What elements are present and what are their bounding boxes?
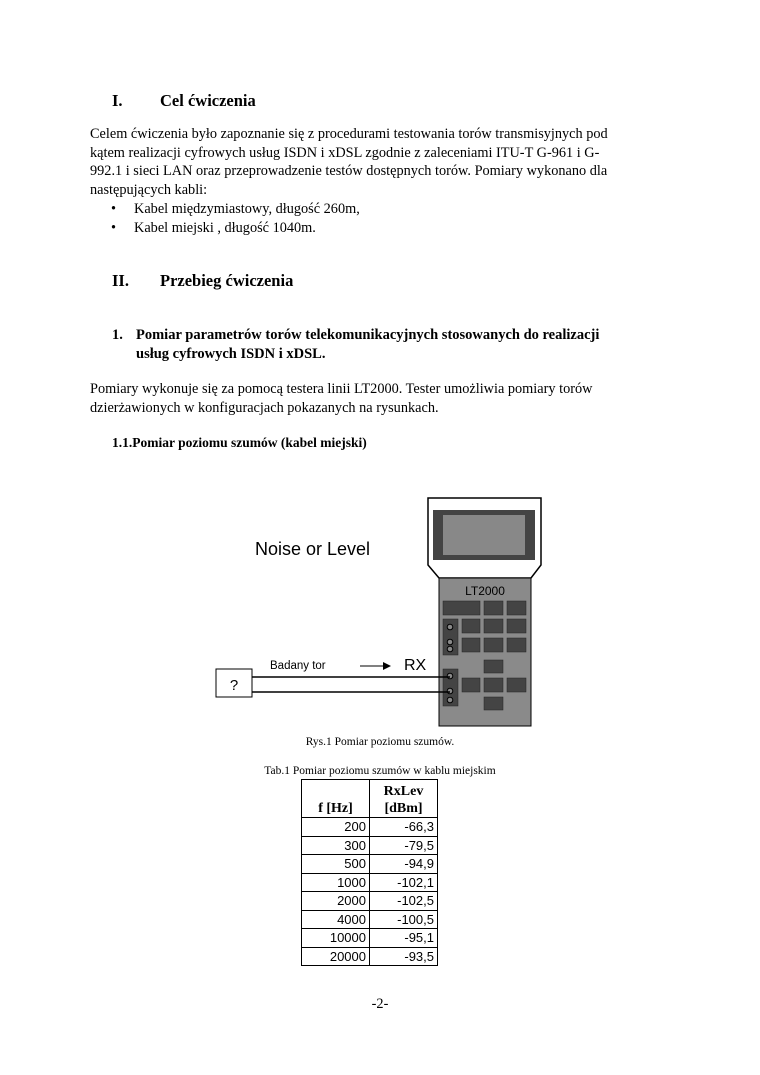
rxlev-cell: -100,5	[370, 910, 438, 929]
subsection-number: 1.	[112, 327, 123, 343]
text-line: kątem realizacji cyfrowych usług ISDN i xDSL zgodnie z zaleceniami ITU-T G-961 i G-	[90, 144, 600, 161]
header-text: RxLev	[383, 784, 424, 799]
text-line: Pomiary wykonuje się za pomocą testera linii LT2000. Tester umożliwia pomiary torów	[90, 381, 593, 397]
frequency-cell: 500	[302, 855, 370, 874]
text-line: Pomiar parametrów torów telekomunikacyjnych stosowanych do realizacji	[136, 327, 600, 343]
rxlev-cell: -102,1	[370, 873, 438, 892]
subsection-title: 1.1.Pomiar poziomu szumów (kabel miejski)	[112, 435, 367, 450]
unknown-label: ?	[229, 677, 239, 694]
frequency-cell: 4000	[302, 910, 370, 929]
text-line: następujących kabli:	[90, 182, 208, 199]
text-line: Celem ćwiczenia było zapoznanie się z procedurami testowania torów transmisyjnych pod	[90, 126, 608, 142]
header-unit: [dBm]	[384, 801, 423, 816]
table-header-row	[302, 780, 438, 818]
bullet-text: Kabel międzymiastowy, długość 260m,	[134, 200, 360, 217]
page-number: -2-	[371, 996, 389, 1012]
rxlev-cell: -93,5	[370, 947, 438, 966]
frequency-cell: 1000	[302, 873, 370, 892]
text-line: 992.1 i sieci LAN oraz przeprowadzenie testów dostępnych torów. Pomiary wykonano dla	[90, 163, 608, 180]
section-number: I.	[112, 91, 123, 110]
device-label: LT2000	[465, 584, 505, 598]
frequency-cell: 10000	[302, 929, 370, 948]
section-title: Cel ćwiczenia	[160, 91, 256, 110]
section-title: Przebieg ćwiczenia	[160, 271, 294, 290]
rxlev-cell: -79,5	[370, 836, 438, 855]
table-row	[302, 929, 438, 948]
section-number: II.	[112, 271, 129, 290]
frequency-cell: 200	[302, 818, 370, 837]
table-row	[302, 873, 438, 892]
table-row	[302, 855, 438, 874]
figure-caption: Rys.1 Pomiar poziomu szumów.	[305, 736, 455, 748]
table-row	[302, 910, 438, 929]
rxlev-cell: -95,1	[370, 929, 438, 948]
device-screen	[443, 515, 525, 555]
bullet-text: Kabel miejski , długość 1040m.	[134, 219, 316, 236]
table-caption: Tab.1 Pomiar poziomu szumów w kablu miejskim	[264, 765, 496, 777]
figure-title: Noise or Level	[255, 539, 371, 559]
bullet-icon: •	[111, 200, 117, 217]
rxlev-cell: -94,9	[370, 855, 438, 874]
text-line: usług cyfrowych ISDN i xDSL.	[136, 346, 326, 362]
line-label: Badany tor	[270, 660, 326, 672]
arrow-head-icon	[383, 662, 391, 670]
table-row	[302, 892, 438, 911]
rxlev-cell: -102,5	[370, 892, 438, 911]
port-label: RX	[404, 657, 427, 674]
table-row	[302, 947, 438, 966]
frequency-cell: 2000	[302, 892, 370, 911]
header-rxlev	[370, 780, 438, 818]
frequency-cell: 300	[302, 836, 370, 855]
table-row	[302, 836, 438, 855]
rxlev-cell: -66,3	[370, 818, 438, 837]
bullet-icon: •	[111, 219, 117, 236]
table-row	[302, 818, 438, 837]
header-frequency: f [Hz]	[302, 780, 370, 818]
noise-table	[301, 779, 438, 966]
frequency-cell: 20000	[302, 947, 370, 966]
text-line: dzierżawionych w konfiguracjach pokazanych na rysunkach.	[90, 399, 439, 416]
